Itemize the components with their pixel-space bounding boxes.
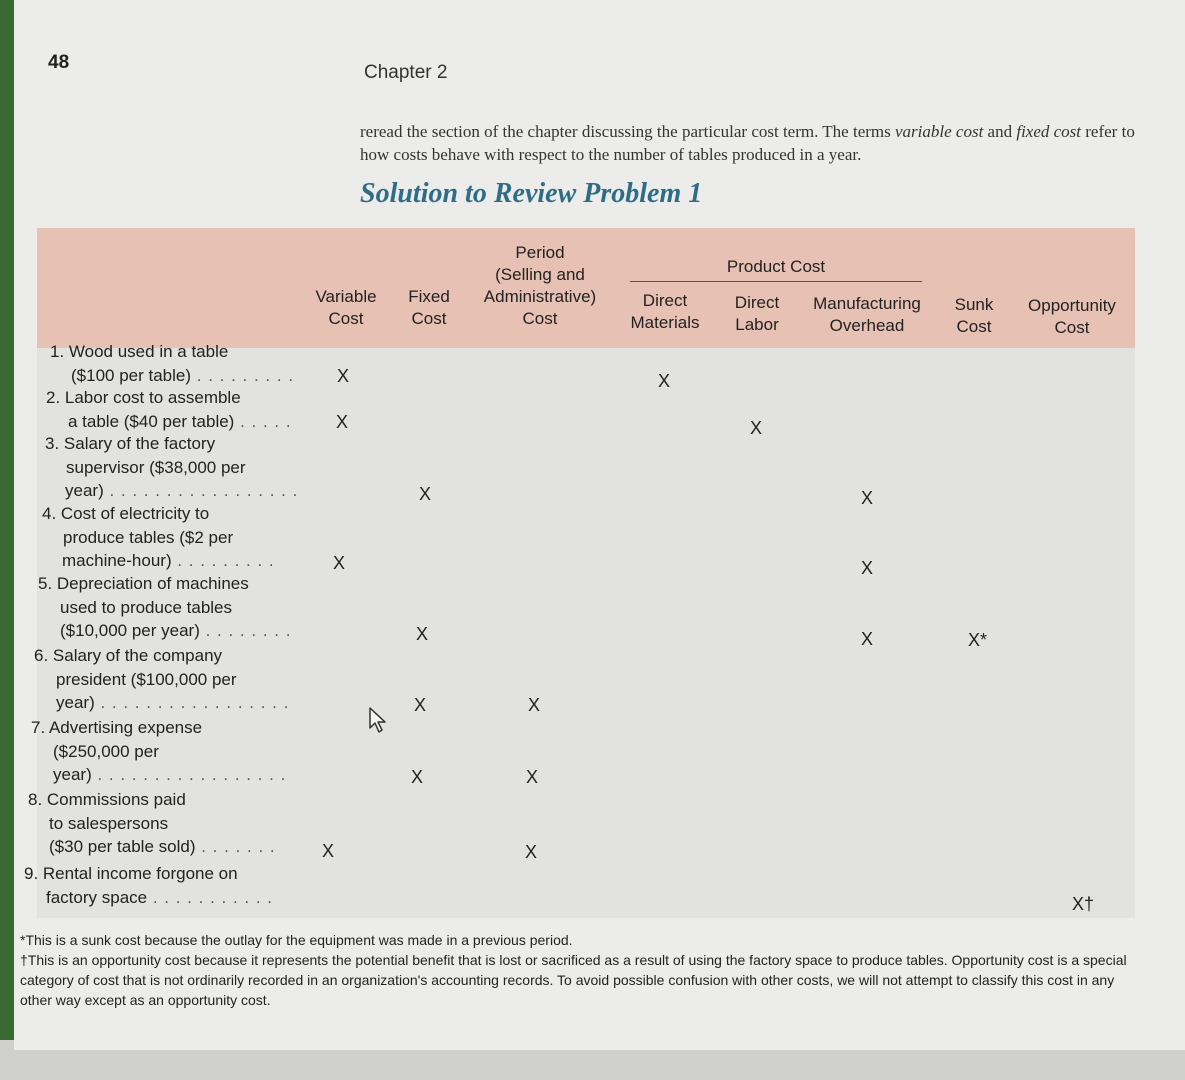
header-manufacturing-overhead: Manufacturing Overhead xyxy=(813,294,921,335)
mark-row5-fixed: X xyxy=(416,624,429,644)
mark-row4-manufacturing-overhead: X xyxy=(861,558,874,578)
row-label-2: 2. Labor cost to assemble a table ($40 per table) . . . . . xyxy=(46,388,292,431)
mark-row5-manufacturing-overhead: X xyxy=(861,629,874,649)
mark-row4-variable: X xyxy=(333,553,346,573)
intro-paragraph xyxy=(360,120,1145,166)
intro-text-3: refer to how costs behave with respect to the number of tables produced in a year. xyxy=(360,122,1135,164)
mark-row7-fixed: X xyxy=(411,767,424,787)
product-cost-rule xyxy=(630,281,922,282)
footnotes xyxy=(20,930,1135,1010)
mark-row9-opportunity: X† xyxy=(1072,894,1095,914)
row-label-4: 4. Cost of electricity to produce tables ($2 per machine-hour) . . . . . . . . . xyxy=(42,504,275,570)
mouse-pointer-icon xyxy=(368,706,388,739)
mark-row6-period: X xyxy=(528,695,541,715)
mark-row7-period: X xyxy=(526,767,539,787)
term-variable-cost: variable cost xyxy=(895,122,984,141)
footnote-sunk: *This is a sunk cost because the outlay for the equipment was made in a previous period. xyxy=(20,932,573,948)
mark-row8-period: X xyxy=(525,842,538,862)
mark-row1-variable: X xyxy=(337,366,350,386)
row-label-8: 8. Commissions paid to salespersons ($30 per table sold) . . . . . . . xyxy=(28,790,276,856)
footnote-opportunity: †This is an opportunity cost because it represents the potential benefit that is lost or sacrificed as a result of using the factory space to produce tables. Opportunity cost is a special category of cost that is not ordinarily recorded in an organization's accounting records. To avoid possible confusion with other costs, we will not attempt to classify this cost in any other way except as an opportunity cost. xyxy=(20,952,1127,1008)
mark-row3-manufacturing-overhead: X xyxy=(861,488,874,508)
header-variable-cost: Variable Cost xyxy=(315,287,377,328)
mark-row2-variable: X xyxy=(336,412,349,432)
mark-row2-direct-labor: X xyxy=(750,418,763,438)
solution-heading: Solution to Review Problem 1 xyxy=(360,178,703,209)
header-period-cost: Period (Selling and Administrative) Cost xyxy=(483,243,597,328)
header-direct-labor: Direct Labor xyxy=(734,293,780,334)
mark-row3-fixed: X xyxy=(419,484,432,504)
row-label-7: 7. Advertising expense ($250,000 per year) . . . . . . . . . . . . . . . . . xyxy=(31,718,287,784)
row-label-3: 3. Salary of the factory supervisor ($38,000 per year) . . . . . . . . . . . . . . . . . xyxy=(45,434,299,500)
header-direct-materials: Direct Materials xyxy=(630,291,700,332)
row-label-1: 1. Wood used in a table ($100 per table) . . . . . . . . . xyxy=(50,342,295,385)
header-product-cost: Product Cost xyxy=(726,257,826,276)
intro-text-2: and xyxy=(983,122,1017,141)
page-number: 48 xyxy=(48,52,70,73)
header-sunk-cost: Sunk Cost xyxy=(954,295,994,336)
mark-row6-fixed: X xyxy=(414,695,427,715)
intro-text-1: reread the section of the chapter discussing the particular cost term. The terms xyxy=(360,122,895,141)
header-opportunity-cost: Opportunity Cost xyxy=(1028,296,1116,337)
mark-row1-direct-materials: X xyxy=(658,371,671,391)
row-label-5: 5. Depreciation of machines used to produce tables ($10,000 per year) . . . . . . . . xyxy=(38,574,292,640)
chapter-label: Chapter 2 xyxy=(364,62,448,83)
header-fixed-cost: Fixed Cost xyxy=(408,287,450,328)
row-label-6: 6. Salary of the company president ($100,000 per year) . . . . . . . . . . . . . . . . . xyxy=(34,646,290,712)
mark-row8-variable: X xyxy=(322,841,335,861)
row-label-9: 9. Rental income forgone on factory space . . . . . . . . . . . xyxy=(24,864,274,907)
mark-row5-sunk: X* xyxy=(968,630,988,650)
term-fixed-cost: fixed cost xyxy=(1016,122,1082,141)
